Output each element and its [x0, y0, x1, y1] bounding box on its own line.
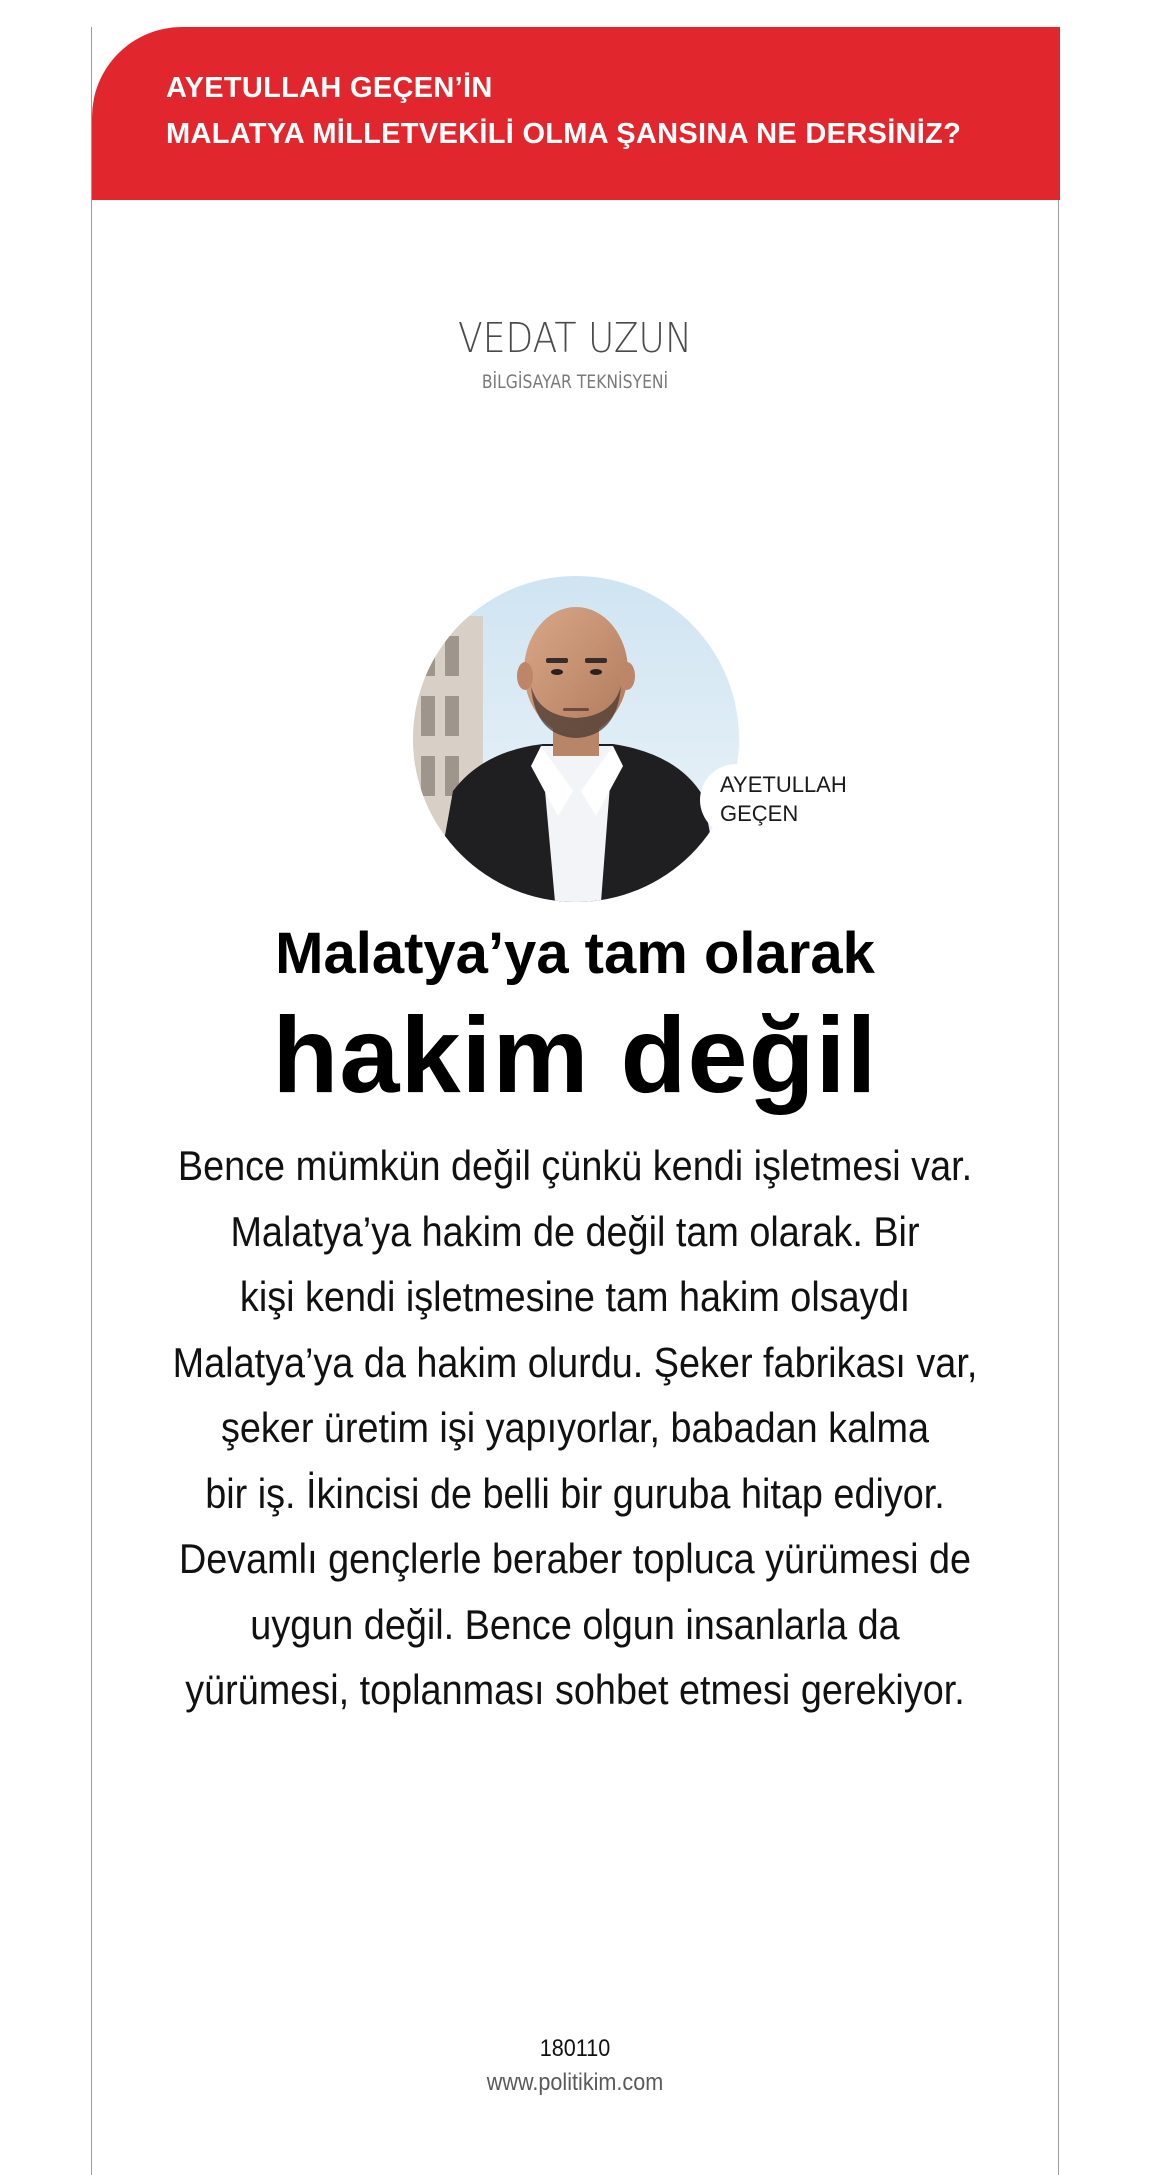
subject-first-name: AYETULLAH: [720, 772, 847, 797]
body-line: uygun değil. Bence olgun insanlarla da: [250, 1600, 900, 1648]
quote-body: [100, 1133, 1050, 1723]
body-line: şeker üretim işi yapıyorlar, babadan kalma: [220, 1404, 930, 1451]
subject-name-tag: [700, 764, 910, 836]
body-line: Malatya’ya hakim de değil tam olarak. Bir: [230, 1207, 920, 1255]
body-line: yürümesi, toplanması sohbet etmesi gerekiyor.: [185, 1666, 965, 1713]
subject-last-name: GEÇEN: [720, 801, 799, 826]
body-line: Devamlı gençlerle beraber topluca yürümesi de: [178, 1535, 972, 1582]
body-line: bir iş. İkincisi de belli bir guruba hitap ediyor.: [205, 1469, 945, 1517]
body-line: kişi kendi işletmesine tam hakim olsaydı: [239, 1273, 911, 1320]
author-name: VEDAT UZUN: [458, 314, 692, 362]
headline-line-2: hakim değil: [272, 994, 878, 1115]
banner-title-line-2: MALATYA MİLLETVEKİLİ OLMA ŞANSINA NE DERSİNİZ?: [166, 118, 962, 150]
headline-line-1: Malatya’ya tam olarak: [275, 921, 875, 986]
subject-photo: [413, 576, 739, 902]
body-line: Bence mümkün değil çünkü kendi işletmesi var.: [177, 1142, 973, 1189]
body-line: Malatya’ya da hakim olurdu. Şeker fabrikası var,: [172, 1338, 978, 1386]
banner-title-line-1: AYETULLAH GEÇEN’İN: [166, 72, 493, 104]
portrait-image: [413, 576, 739, 902]
author-role: BİLGİSAYAR TEKNİSYENİ: [481, 371, 669, 393]
footer-code: 180110: [539, 2035, 611, 2062]
footer-website-link[interactable]: www.politikim.com: [486, 2069, 664, 2096]
question-banner: [92, 27, 1060, 200]
